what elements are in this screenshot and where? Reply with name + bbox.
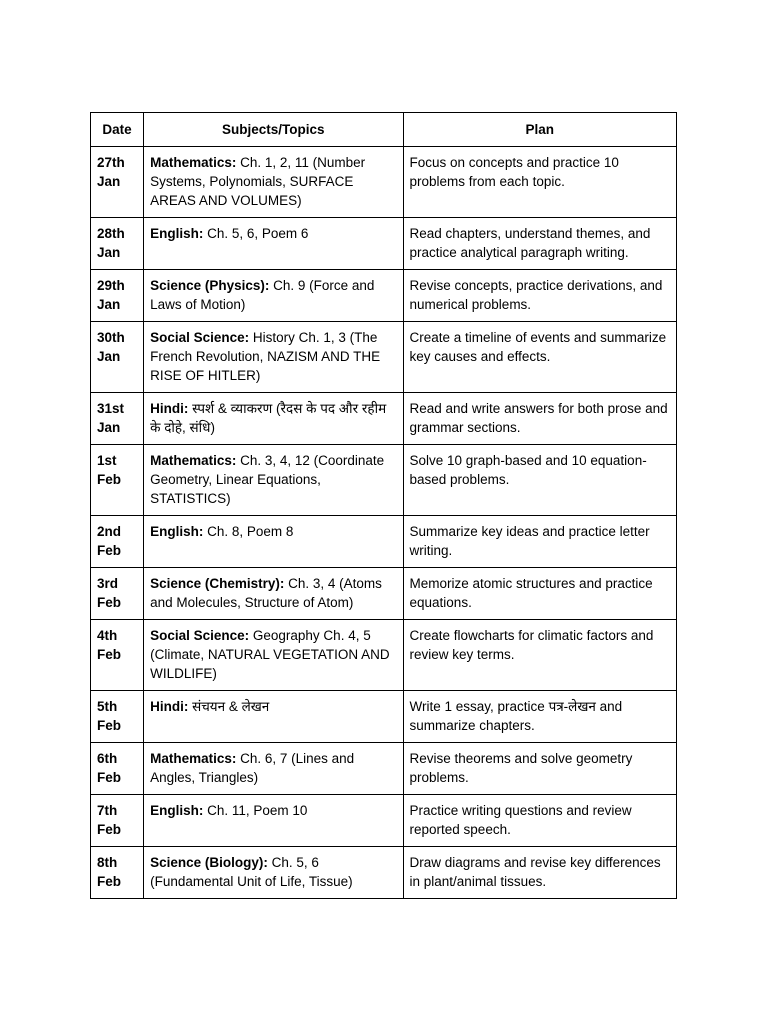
subject-topics: Ch. 5, 6 (Fundamental Unit of Life, Tissue) xyxy=(150,855,353,889)
plan-cell: Create flowcharts for climatic factors and review key terms. xyxy=(403,620,676,691)
subject-cell xyxy=(144,322,403,393)
header-date: Date xyxy=(91,113,144,147)
table-row xyxy=(91,270,677,322)
date-cell xyxy=(91,516,144,568)
table-row xyxy=(91,691,677,743)
subject-name: Social Science: xyxy=(150,330,250,345)
date-month: Feb xyxy=(97,543,122,558)
subject-name: English: xyxy=(150,803,204,818)
date-month: Jan xyxy=(97,245,121,260)
subject-name: Mathematics: xyxy=(150,453,237,468)
date-day: 31st xyxy=(97,401,125,416)
subject-topics: Ch. 3, 4, 12 (Coordinate Geometry, Linear Equations, STATISTICS) xyxy=(150,453,385,506)
date-month: Feb xyxy=(97,718,122,733)
date-day: 4th xyxy=(97,628,118,643)
date-month: Feb xyxy=(97,822,122,837)
subject-name: Science (Biology): xyxy=(150,855,268,870)
date-month: Feb xyxy=(97,595,122,610)
header-plan: Plan xyxy=(403,113,676,147)
table-row xyxy=(91,445,677,516)
date-month: Jan xyxy=(97,297,121,312)
date-month: Feb xyxy=(97,874,122,889)
subject-name: Social Science: xyxy=(150,628,250,643)
table-row xyxy=(91,568,677,620)
plan-cell: Summarize key ideas and practice letter writing. xyxy=(403,516,676,568)
date-cell xyxy=(91,847,144,899)
table-row xyxy=(91,795,677,847)
subject-topics: स्पर्श & व्याकरण (रैदस के पद और रहीम के दोहे, संधि) xyxy=(150,401,387,435)
plan-cell: Read chapters, understand themes, and practice analytical paragraph writing. xyxy=(403,218,676,270)
date-cell xyxy=(91,147,144,218)
date-day: 28th xyxy=(97,226,125,241)
plan-cell: Revise concepts, practice derivations, and numerical problems. xyxy=(403,270,676,322)
table-row xyxy=(91,218,677,270)
subject-name: Science (Chemistry): xyxy=(150,576,285,591)
subject-topics: Ch. 3, 4 (Atoms and Molecules, Structure of Atom) xyxy=(150,576,382,610)
date-cell xyxy=(91,795,144,847)
table-row xyxy=(91,620,677,691)
subject-cell xyxy=(144,393,403,445)
table-row xyxy=(91,516,677,568)
table-row xyxy=(91,847,677,899)
date-day: 1st xyxy=(97,453,117,468)
table-row xyxy=(91,743,677,795)
subject-name: Hindi: xyxy=(150,401,189,416)
plan-cell: Draw diagrams and revise key differences in plant/animal tissues. xyxy=(403,847,676,899)
subject-cell xyxy=(144,743,403,795)
subject-cell xyxy=(144,147,403,218)
date-cell xyxy=(91,445,144,516)
table-body xyxy=(91,147,677,899)
subject-cell xyxy=(144,270,403,322)
date-cell xyxy=(91,620,144,691)
date-day: 7th xyxy=(97,803,118,818)
subject-name: Mathematics: xyxy=(150,751,237,766)
date-cell xyxy=(91,270,144,322)
plan-cell: Memorize atomic structures and practice equations. xyxy=(403,568,676,620)
study-schedule-table xyxy=(90,112,677,899)
date-month: Jan xyxy=(97,420,121,435)
plan-cell: Solve 10 graph-based and 10 equation-based problems. xyxy=(403,445,676,516)
table-row xyxy=(91,322,677,393)
date-cell xyxy=(91,322,144,393)
date-cell xyxy=(91,743,144,795)
subject-topics: Ch. 5, 6, Poem 6 xyxy=(203,226,309,241)
header-subjects: Subjects/Topics xyxy=(144,113,403,147)
subject-topics: Ch. 8, Poem 8 xyxy=(203,524,294,539)
table-row xyxy=(91,393,677,445)
subject-cell xyxy=(144,568,403,620)
plan-cell: Focus on concepts and practice 10 problems from each topic. xyxy=(403,147,676,218)
subject-cell xyxy=(144,516,403,568)
date-day: 3rd xyxy=(97,576,119,591)
subject-name: English: xyxy=(150,226,204,241)
plan-cell: Read and write answers for both prose and grammar sections. xyxy=(403,393,676,445)
subject-name: Hindi: xyxy=(150,699,189,714)
plan-cell: Write 1 essay, practice पत्र-लेखन and summarize chapters. xyxy=(403,691,676,743)
subject-cell xyxy=(144,795,403,847)
subject-cell xyxy=(144,847,403,899)
subject-topics: Ch. 1, 2, 11 (Number Systems, Polynomials, SURFACE AREAS AND VOLUMES) xyxy=(150,155,366,208)
subject-cell xyxy=(144,218,403,270)
subject-topics: संचयन & लेखन xyxy=(188,699,270,714)
subject-name: Mathematics: xyxy=(150,155,237,170)
subject-topics: Ch. 11, Poem 10 xyxy=(203,803,308,818)
table-row xyxy=(91,147,677,218)
subject-topics: Geography Ch. 4, 5 (Climate, NATURAL VEGETATION AND WILDLIFE) xyxy=(150,628,390,681)
plan-cell: Practice writing questions and review reported speech. xyxy=(403,795,676,847)
date-month: Jan xyxy=(97,349,121,364)
subject-name: English: xyxy=(150,524,204,539)
date-day: 6th xyxy=(97,751,118,766)
subject-topics: Ch. 6, 7 (Lines and Angles, Triangles) xyxy=(150,751,355,785)
date-month: Jan xyxy=(97,174,121,189)
subject-cell xyxy=(144,691,403,743)
date-day: 30th xyxy=(97,330,125,345)
subject-topics: Ch. 9 (Force and Laws of Motion) xyxy=(150,278,375,312)
date-day: 29th xyxy=(97,278,125,293)
subject-cell xyxy=(144,620,403,691)
subject-cell xyxy=(144,445,403,516)
subject-name: Science (Physics): xyxy=(150,278,270,293)
date-month: Feb xyxy=(97,647,122,662)
date-cell xyxy=(91,218,144,270)
plan-cell: Create a timeline of events and summarize key causes and effects. xyxy=(403,322,676,393)
header-row xyxy=(91,113,677,147)
date-month: Feb xyxy=(97,472,122,487)
date-cell xyxy=(91,393,144,445)
date-cell xyxy=(91,568,144,620)
date-day: 2nd xyxy=(97,524,122,539)
date-cell xyxy=(91,691,144,743)
table-header xyxy=(91,113,677,147)
plan-cell: Revise theorems and solve geometry problems. xyxy=(403,743,676,795)
subject-topics: History Ch. 1, 3 (The French Revolution, NAZISM AND THE RISE OF HITLER) xyxy=(150,330,381,383)
date-month: Feb xyxy=(97,770,122,785)
date-day: 27th xyxy=(97,155,125,170)
date-day: 8th xyxy=(97,855,118,870)
date-day: 5th xyxy=(97,699,118,714)
